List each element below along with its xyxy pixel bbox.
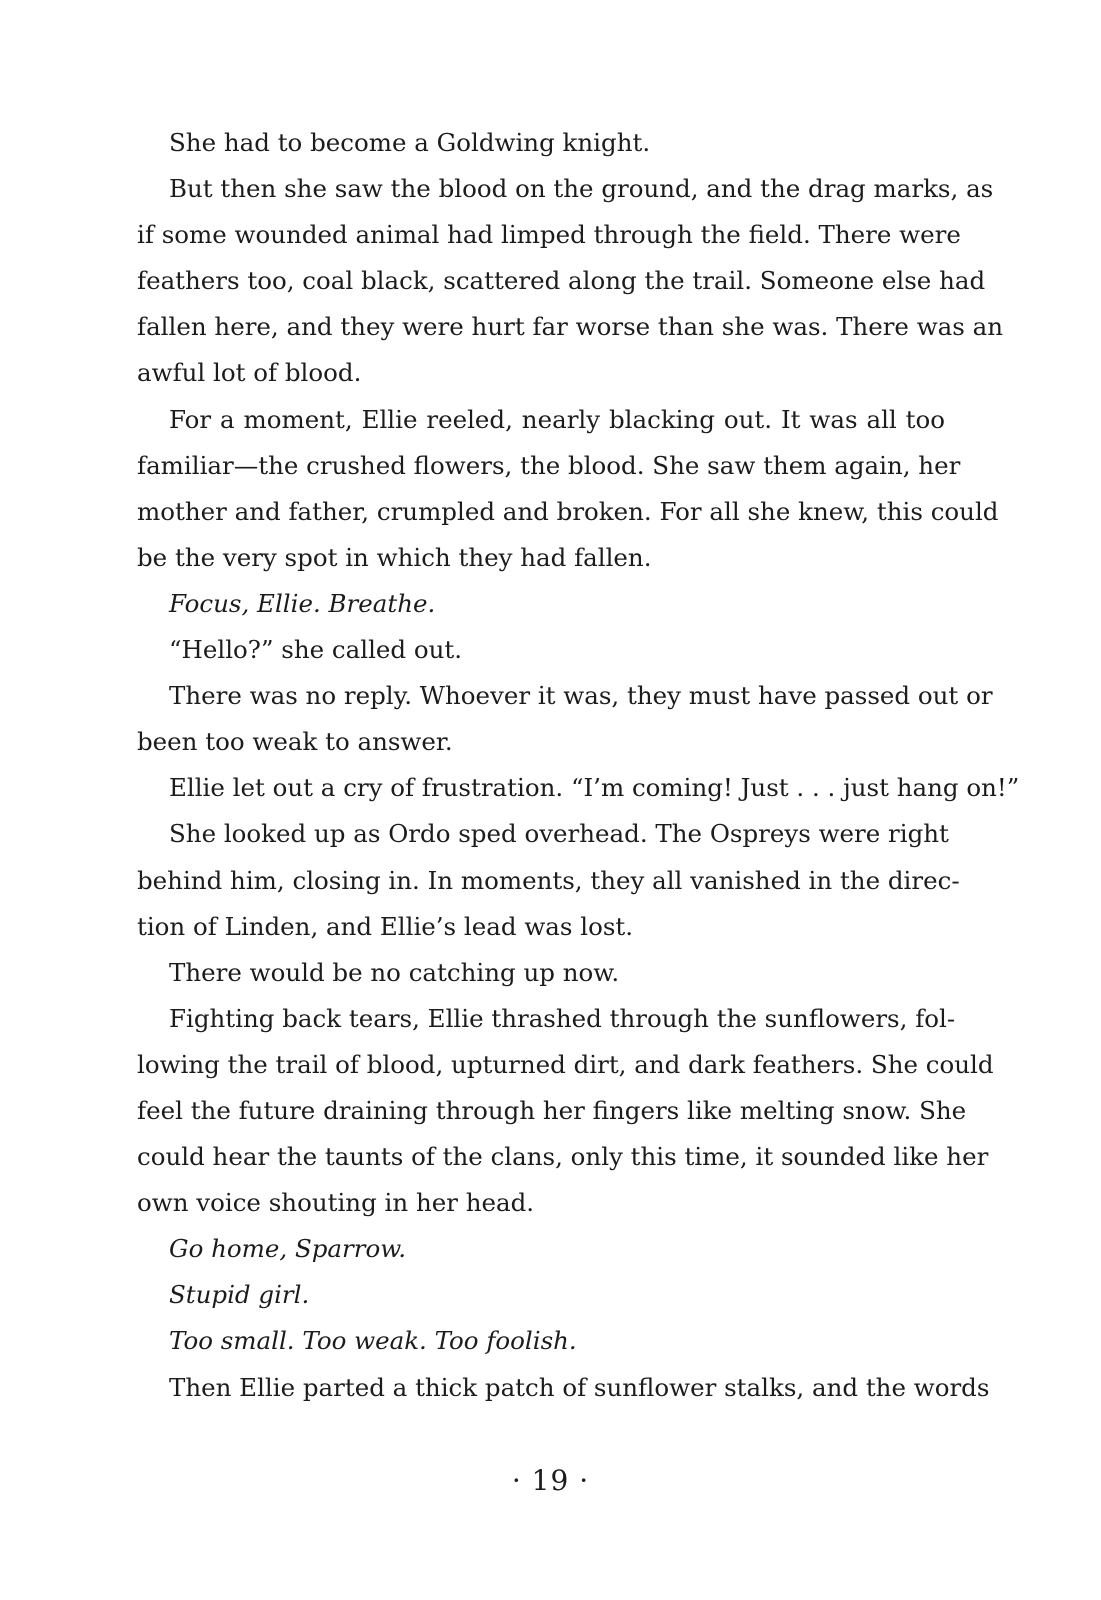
text-line: But then she saw the blood on the ground, and the drag marks, as [169,174,994,204]
page-number: · 19 · [511,1464,590,1497]
text-line: Too small. Too weak. Too foolish. [169,1326,577,1356]
text-line: could hear the taunts of the clans, only this time, it sounded like her [137,1142,989,1172]
text-line: fallen here, and they were hurt far worse than she was. There was an [137,312,1004,342]
text-line: mother and father, crumpled and broken. For all she knew, this could [137,496,999,526]
text-line: behind him, closing in. In moments, they all vanished in the direc- [137,865,960,895]
text-line: Fighting back tears, Ellie thrashed through the sunflowers, fol- [169,1003,956,1033]
text-line: be the very spot in which they had fallen. [137,542,652,572]
text-line: familiar—the crushed flowers, the blood. She saw them again, her [137,450,961,480]
text-line: if some wounded animal had limped through the field. There were [137,220,961,250]
text-line: Ellie let out a cry of frustration. “I’m coming! Just . . . just hang on!” [169,773,1020,803]
text-line: feathers too, coal black, scattered along the trail. Someone else had [137,266,986,296]
page-body [137,120,1020,1411]
text-line: awful lot of blood. [137,358,362,388]
text-line: She looked up as Ordo sped overhead. The Ospreys were right [169,819,949,849]
text-line: She had to become a Goldwing knight. [169,128,651,157]
text-line: own voice shouting in her head. [137,1188,535,1218]
text-line: “Hello?” she called out. [169,635,463,665]
text-line: For a moment, Ellie reeled, nearly blacking out. It was all too [169,404,945,434]
text-line: Then Ellie parted a thick patch of sunflower stalks, and the words [169,1372,990,1402]
text-line: Focus, Ellie. Breathe. [169,588,436,618]
text-line: feel the future draining through her fingers like melting snow. She [137,1095,967,1125]
text-line: Go home, Sparrow. [169,1234,407,1264]
text-line: been too weak to answer. [137,727,453,757]
text-line: tion of Linden, and Ellie’s lead was lost. [137,911,634,941]
text-line: Stupid girl. [169,1280,310,1310]
text-line: There would be no catching up now. [169,957,620,987]
text-line: There was no reply. Whoever it was, they must have passed out or [169,681,993,711]
text-line: lowing the trail of blood, upturned dirt, and dark feathers. She could [137,1049,994,1079]
